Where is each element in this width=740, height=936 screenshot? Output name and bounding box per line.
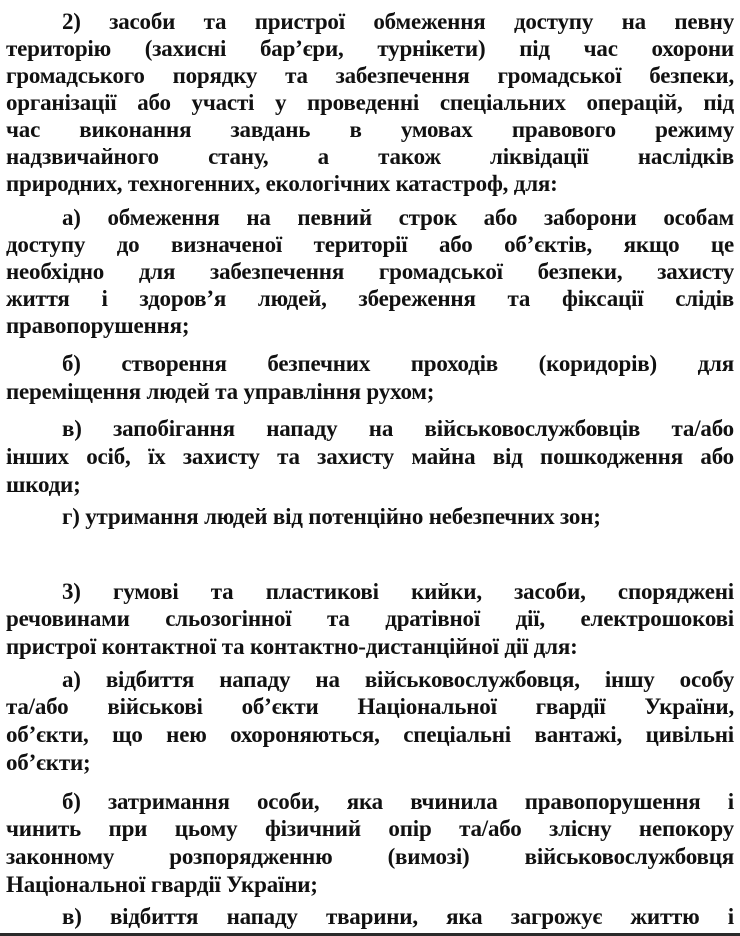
text-line: в) відбиття нападу тварини, яка загрожує життю і	[62, 904, 734, 929]
text-line: громадського порядку та забезпечення громадської безпеки,	[6, 63, 734, 88]
text-line: необхідно для забезпечення громадської безпеки, захисту	[6, 259, 734, 284]
text-line: а) відбиття нападу на військовослужбовця, іншу особу	[62, 667, 734, 692]
text-line: територію (захисні бар’єри, турнікети) під час охорони	[6, 36, 734, 61]
text-line: шкоди;	[6, 472, 81, 497]
text-line: пристрої контактної та контактно-дистанційної дії для:	[6, 634, 578, 659]
text-line: інших осіб, їх захисту та захисту майна від пошкодження або	[6, 444, 734, 469]
text-line: життя і здоров’я людей, збереження та фіксації слідів	[6, 286, 734, 311]
text-line: г) утримання людей від потенційно небезпечних зон;	[62, 504, 601, 529]
text-line: 3) гумові та пластикові кийки, засоби, споряджені	[62, 579, 734, 604]
text-line: доступу до визначеної території або об’єктів, якщо це	[6, 232, 734, 257]
text-line: переміщення людей та управління рухом;	[6, 379, 435, 404]
text-line: природних, техногенних, екологічних катастроф, для:	[6, 171, 558, 196]
text-line: Національної гвардії України;	[6, 872, 318, 897]
text-line: надзвичайного стану, а також ліквідації наслідків	[6, 144, 734, 169]
text-line: чинить при цьому фізичний опір та/або злісну непокору	[6, 816, 734, 841]
text-line: 2) засоби та пристрої обмеження доступу на певну	[62, 9, 734, 34]
text-line: правопорушення;	[6, 313, 190, 338]
text-line: а) обмеження на певний строк або заборони особам	[62, 205, 734, 230]
text-line: організації або участі у проведенні спеціальних операцій, під	[6, 90, 734, 115]
text-line: час виконання завдань в умовах правового режиму	[6, 117, 734, 142]
text-line: об’єкти;	[6, 750, 91, 775]
text-line: об’єкти, що нею охороняються, спеціальні вантажі, цивільні	[6, 722, 734, 747]
text-line: в) запобігання нападу на військовослужбовців та/або	[62, 416, 734, 441]
text-line: законному розпорядженню (вимозі) військовослужбовця	[6, 844, 734, 869]
text-line: та/або військові об’єкти Національної гвардії України,	[6, 694, 734, 719]
text-line: речовинами сльозогінної та дратівної дії, електрошокові	[6, 606, 734, 631]
text-line: б) створення безпечних проходів (коридорів) для	[62, 351, 734, 376]
text-line: б) затримання особи, яка вчинила правопорушення і	[62, 789, 734, 814]
